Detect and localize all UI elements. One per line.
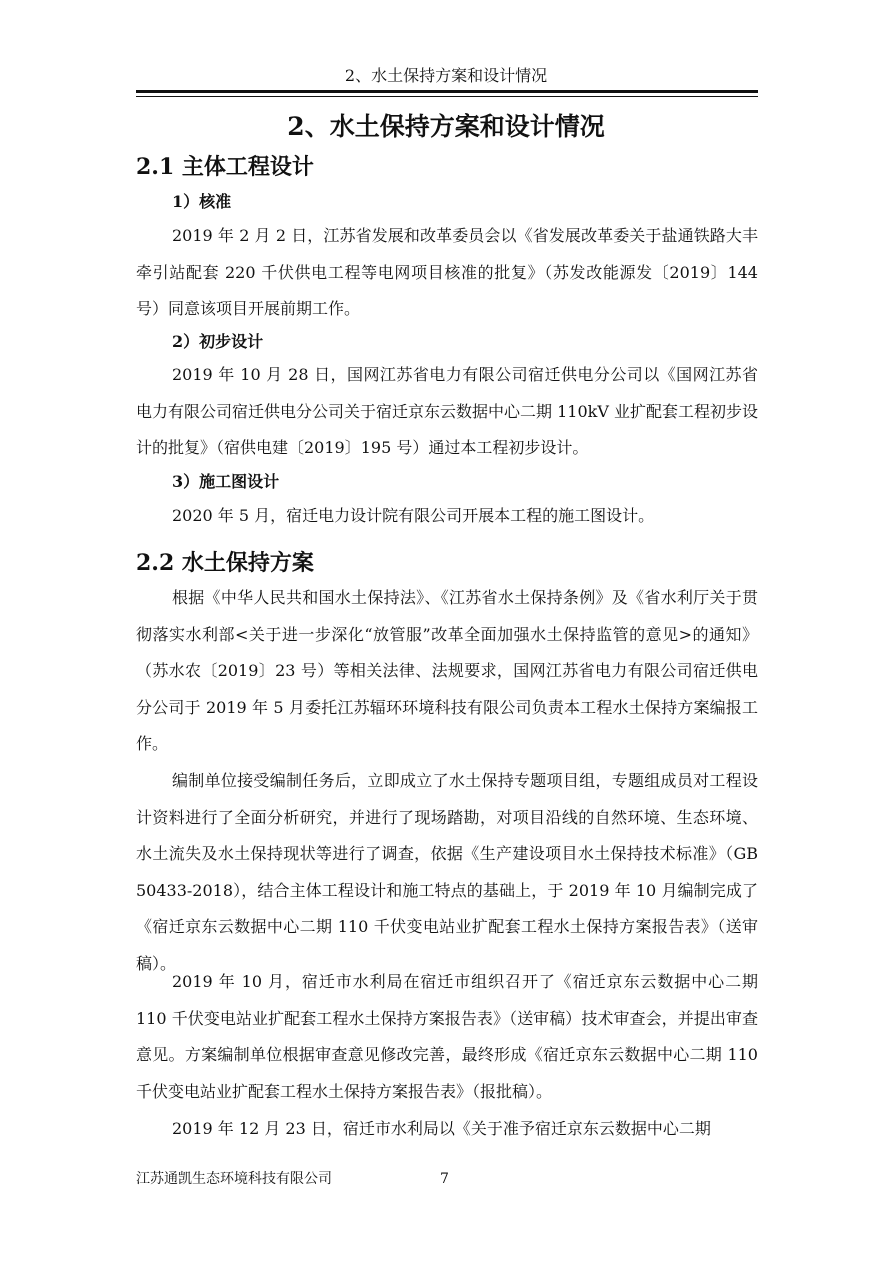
- paragraph-construction-drawing: 2020 年 5 月，宿迁电力设计院有限公司开展本工程的施工图设计。: [172, 506, 655, 525]
- chapter-title: 2、水土保持方案和设计情况: [287, 112, 605, 141]
- header-rule-thin: [136, 96, 758, 97]
- paragraph-plan-review: 2019 年 10 月，宿迁市水利局在宿迁市组织召开了《宿迁京东云数据中心二期 110 千伏变电站业扩配套工程水土保持方案报告表》（送审稿）技术审查会，并提出审查意见。方案编制单位根据审查意见修改完善，最终形成《宿迁京东云数据中心二期 110 千伏变电站业扩配套工程水土保持方案报告表》（报批稿）。: [136, 972, 758, 1101]
- paragraph-plan-basis: 根据《中华人民共和国水土保持法》、《江苏省水土保持条例》及《省水利厅关于贯彻落实水利部<关于进一步深化“放管服”改革全面加强水土保持监管的意见>的通知》（苏水农〔2019〕23 号）等相关法律、法规要求，国网江苏省电力有限公司宿迁供电分公司于 2019 年 5 月委托江苏辐环环境科技有限公司负责本工程水土保持方案编报工作。: [136, 588, 758, 753]
- subheading-approval: 1）核准: [172, 192, 232, 211]
- subheading-construction-drawing: 3）施工图设计: [172, 472, 280, 491]
- subheading-preliminary-design: 2）初步设计: [172, 332, 264, 351]
- paragraph-approval: 2019 年 2 月 2 日，江苏省发展和改革委员会以《省发展改革委关于盐通铁路大丰牵引站配套 220 千伏供电工程等电网项目核准的批复》（苏发改能源发〔2019〕144 号）同意该项目开展前期工作。: [136, 226, 758, 318]
- section-heading-2-1: 2.1 主体工程设计: [136, 154, 314, 180]
- paragraph-plan-approval: 2019 年 12 月 23 日，宿迁市水利局以《关于准予宿迁京东云数据中心二期: [172, 1119, 711, 1138]
- running-header: 2、水土保持方案和设计情况: [344, 66, 548, 85]
- paragraph-plan-preparation: 编制单位接受编制任务后，立即成立了水土保持专题项目组，专题组成员对工程设计资料进行了全面分析研究，并进行了现场踏勘，对项目沿线的自然环境、生态环境、水土流失及水土保持现状等进行了调查，依据《生产建设项目水土保持技术标准》（GB 50433-2018），结合主体工程设计和施工特点的基础上，于 2019 年 10 月编制完成了《宿迁京东云数据中心二期 110 千伏变电站业扩配套工程水土保持方案报告表》（送审稿）。: [136, 771, 758, 973]
- header-rule-thick: [136, 90, 758, 93]
- footer-company: 江苏通凯生态环境科技有限公司: [136, 1171, 332, 1187]
- section-heading-2-2: 2.2 水土保持方案: [136, 550, 314, 576]
- footer-page-number: 7: [440, 1171, 449, 1187]
- paragraph-preliminary-design: 2019 年 10 月 28 日，国网江苏省电力有限公司宿迁供电分公司以《国网江苏省电力有限公司宿迁供电分公司关于宿迁京东云数据中心二期 110kV 业扩配套工程初步设计的批复》（宿供电建〔2019〕195 号）通过本工程初步设计。: [136, 365, 758, 457]
